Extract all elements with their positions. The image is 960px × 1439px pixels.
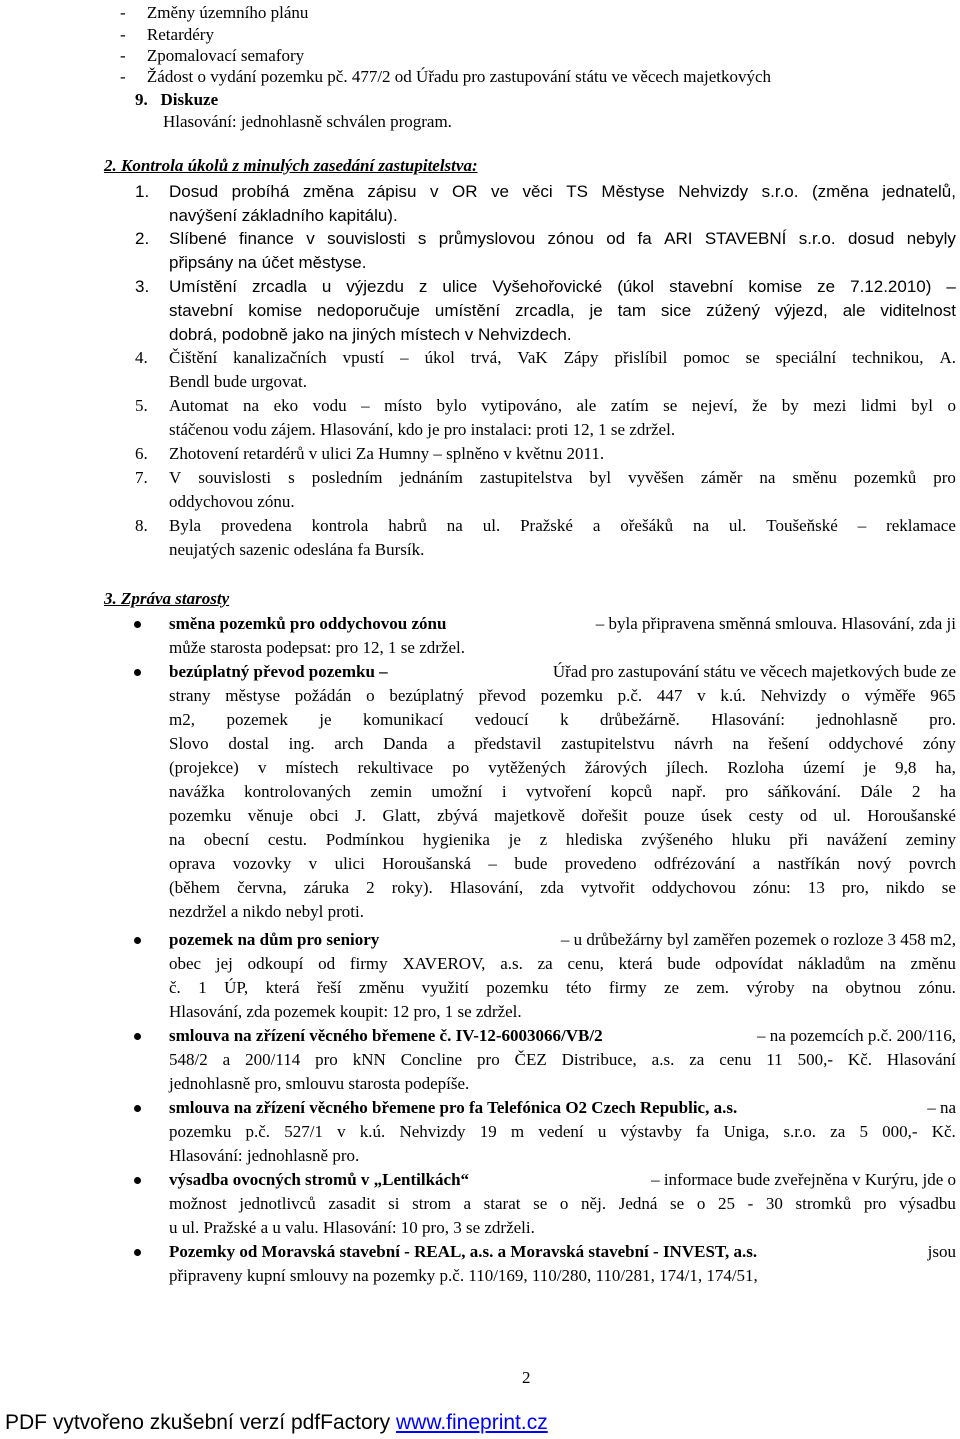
agenda-item-9: 9. Diskuze (135, 90, 219, 109)
item-text-line: připsány na účet městyse. (169, 253, 367, 272)
item-text-line: Dosud probíhá změna zápisu v OR ve věci TS Městyse Nehvizdy s.r.o. (změna jednatelů, (169, 182, 956, 201)
item-number: 2. (135, 229, 150, 248)
bullet-title: pozemek na dům pro seniory (169, 930, 380, 949)
section-heading: 2. Kontrola úkolů z minulých zasedání zastupitelstva: (104, 156, 478, 175)
bullet-text-line: (během června, záruka 2 roky). Hlasování, zda vytvořit oddychovou zónu: 13 pro, nikdo se (169, 878, 956, 897)
footer-link[interactable]: www.fineprint.cz (396, 1411, 548, 1434)
bullet-text-line: 548/2 a 200/114 pro kNN Concline pro ČEZ Distribuce, a.s. za cenu 11 500,- Kč. Hlasování (169, 1050, 956, 1069)
list-item: - Retardéry (120, 25, 214, 44)
bullet-icon (134, 1033, 141, 1040)
item-text-line: Zhotovení retardérů v ulici Za Humny – splněno v květnu 2011. (169, 444, 605, 463)
item-text-line: dobrá, podobně jako na jiných místech v Nehvizdech. (169, 325, 572, 344)
bullet-title: výsadba ovocných stromů v „Lentilkách“ (169, 1170, 470, 1189)
bullet-text-line: Hlasování: jednohlasně pro. (169, 1146, 360, 1165)
item-number: 4. (135, 348, 148, 367)
bullet-text-line: nezdržel a nikdo nebyl proti. (169, 902, 364, 921)
bullet-first-line (169, 613, 956, 635)
bullet-first-line (169, 1025, 956, 1047)
item-text-line: Slíbené finance v souvislosti s průmyslovou zónou od fa ARI STAVEBNÍ s.r.o. dosud nebyly (169, 229, 956, 248)
item-number: 6. (135, 444, 148, 463)
bullet-text-line: m2, pozemek je komunikací vedoucí k drůbežárně. Hlasování: jednohlasně pro. (169, 710, 956, 729)
bullet-text-line: možnost jednotlivců zasadit si strom a starat se o něj. Jedná se o 25 - 30 stromků pro výsadbu (169, 1194, 956, 1213)
bullet-title: směna pozemků pro oddychovou zónu (169, 614, 447, 633)
item-number: 3. (135, 277, 150, 296)
item-text-line: oddychovou zónu. (169, 492, 295, 511)
section-heading: 3. Zpráva starosty (104, 589, 230, 608)
bullet-text-line: Slovo dostal ing. arch Danda a představil zastupitelstvu návrh na řešení oddychové zóny (169, 734, 956, 753)
item-text-line: Byla provedena kontrola habrů na ul. Pražské a ořešáků na ul. Toušeňské – reklamace (169, 516, 956, 535)
bullet-text-line: oprava vozovky v ulici Horoušanská – bude provedeno odfrézování a nastříkán nový povrch (169, 854, 956, 873)
bullet-title: Pozemky od Moravská stavební - REAL, a.s. a Moravská stavební - INVEST, a.s. (169, 1242, 758, 1261)
bullet-text: – na pozemcích p.č. 200/116, (756, 1026, 956, 1045)
bullet-text-line: u ul. Pražské a u valu. Hlasování: 10 pro, 3 se zdrželi. (169, 1218, 535, 1237)
bullet-text-line: pozemku p.č. 527/1 v k.ú. Nehvizdy 19 m vedení u výstavby fa Uniga, s.r.o. za 5 000,- Kč. (169, 1122, 956, 1141)
item-text-line: Čištění kanalizačních vpustí – úkol trvá, VaK Zápy přislíbil pomoc se speciální technikou, A. (169, 348, 956, 367)
list-item: - Změny územního plánu (120, 3, 309, 22)
bullet-first-line (169, 1169, 956, 1191)
item-text-line: Umístění zrcadla u výjezdu z ulice Vyšehořovické (úkol stavební komise ze 7.12.2010) – (169, 277, 956, 296)
item-text-line: neujatých sazenic odeslána fa Bursík. (169, 540, 425, 559)
list-item: - Žádost o vydání pozemku pč. 477/2 od Úřadu pro zastupování státu ve věcech majetkových (120, 67, 772, 86)
list-item: - Zpomalovací semafory (120, 46, 305, 65)
item-number: 7. (135, 468, 148, 487)
page-number: 2 (522, 1368, 531, 1387)
bullet-title: smlouva na zřízení věcného břemene pro fa Telefónica O2 Czech Republic, a.s. (169, 1098, 738, 1117)
bullet-text-line: navážka kontrolovaných zemin umožní i vytvoření kopců např. pro sáňkování. Dále 2 ha (169, 782, 956, 801)
item-text-line: stáčenou vodu zájem. Hlasování, kdo je pro instalaci: proti 12, 1 se zdržel. (169, 420, 676, 439)
bullet-text-line: pozemku věnuje obci J. Glatt, zbývá majetkově dořešit pouze úsek cesty od ul. Horoušanské (169, 806, 956, 825)
bullet-first-line (169, 1097, 956, 1119)
bullet-text-line: č. 1 ÚP, která řeší změnu využití pozemku této firmy ze zem. výroby na obytnou zónu. (169, 978, 956, 997)
bullet-title: bezúplatný převod pozemku – (169, 662, 388, 681)
bullet-text-line: obec jej odkoupí od firmy XAVEROV, a.s. za cenu, která bude odpovídat nákladům na změnu (169, 954, 956, 973)
bullet-text-line: připraveny kupní smlouvy na pozemky p.č. 110/169, 110/280, 110/281, 174/1, 174/51, (169, 1266, 758, 1285)
item-number: 5. (135, 396, 148, 415)
bullet-text-line: strany městyse požádán o bezúplatný převod pozemku p.č. 447 v k.ú. Nehvizdy o výměře 965 (169, 686, 956, 705)
bullet-icon (134, 1105, 141, 1112)
bullet-text-line: (projekce) v místech rekultivace po vytěžených žárových jílech. Rozloha území je 9,8 ha, (169, 758, 956, 777)
bullet-text: Úřad pro zastupování státu ve věcech majetkových bude ze (552, 662, 956, 681)
item-number: 1. (135, 182, 150, 201)
program-vote: Hlasování: jednohlasně schválen program. (163, 112, 452, 131)
bullet-text-line: jednohlasně pro, smlouvu starosta podepíše. (169, 1074, 470, 1093)
bullet-icon (134, 1249, 141, 1256)
bullet-text: – u drůbežárny byl zaměřen pozemek o rozloze 3 458 m2, (560, 930, 956, 949)
bullet-text-line: na obecní cestu. Podmínkou hygienika je z hlediska zvýšeného hluku při navážení zeminy (169, 830, 956, 849)
bullet-text: jsou (927, 1242, 956, 1261)
bullet-text: – na (927, 1098, 956, 1117)
bullet-icon (134, 621, 141, 628)
bullet-text-line: Hlasování, zda pozemek koupit: 12 pro, 1 se zdržel. (169, 1002, 522, 1021)
pdf-footer: PDF vytvořeno zkušební verzí pdfFactory www.fineprint.cz (5, 1411, 548, 1434)
bullet-title: smlouva na zřízení věcného břemene č. IV-12-6003066/VB/2 (169, 1026, 603, 1045)
bullet-first-line (169, 1241, 956, 1263)
bullet-text: – informace bude zveřejněna v Kurýru, jde o (651, 1170, 956, 1189)
bullet-first-line (169, 929, 956, 951)
bullet-icon (134, 669, 141, 676)
item-number: 8. (135, 516, 148, 535)
bullet-first-line (169, 661, 956, 683)
item-text-line: stavební komise nedoporučuje umístění zrcadla, je tam sice zúžený výjezd, ale viditelnost (169, 301, 956, 320)
item-text-line: navýšení základního kapitálu). (169, 206, 398, 225)
item-text-line: Bendl bude urgovat. (169, 372, 308, 391)
bullet-text-line: může starosta podepsat: pro 12, 1 se zdržel. (169, 638, 465, 657)
bullet-icon (134, 1177, 141, 1184)
item-text-line: V souvislosti s posledním jednáním zastupitelstva byl vyvěšen záměr na směnu pozemků pro (169, 468, 956, 487)
item-text-line: Automat na eko vodu – místo bylo vytipováno, ale zatím se nejeví, že by mezi lidmi byl o (169, 396, 956, 415)
bullet-icon (134, 937, 141, 944)
bullet-text: – byla připravena směnná smlouva. Hlasování, zda ji (595, 614, 956, 633)
